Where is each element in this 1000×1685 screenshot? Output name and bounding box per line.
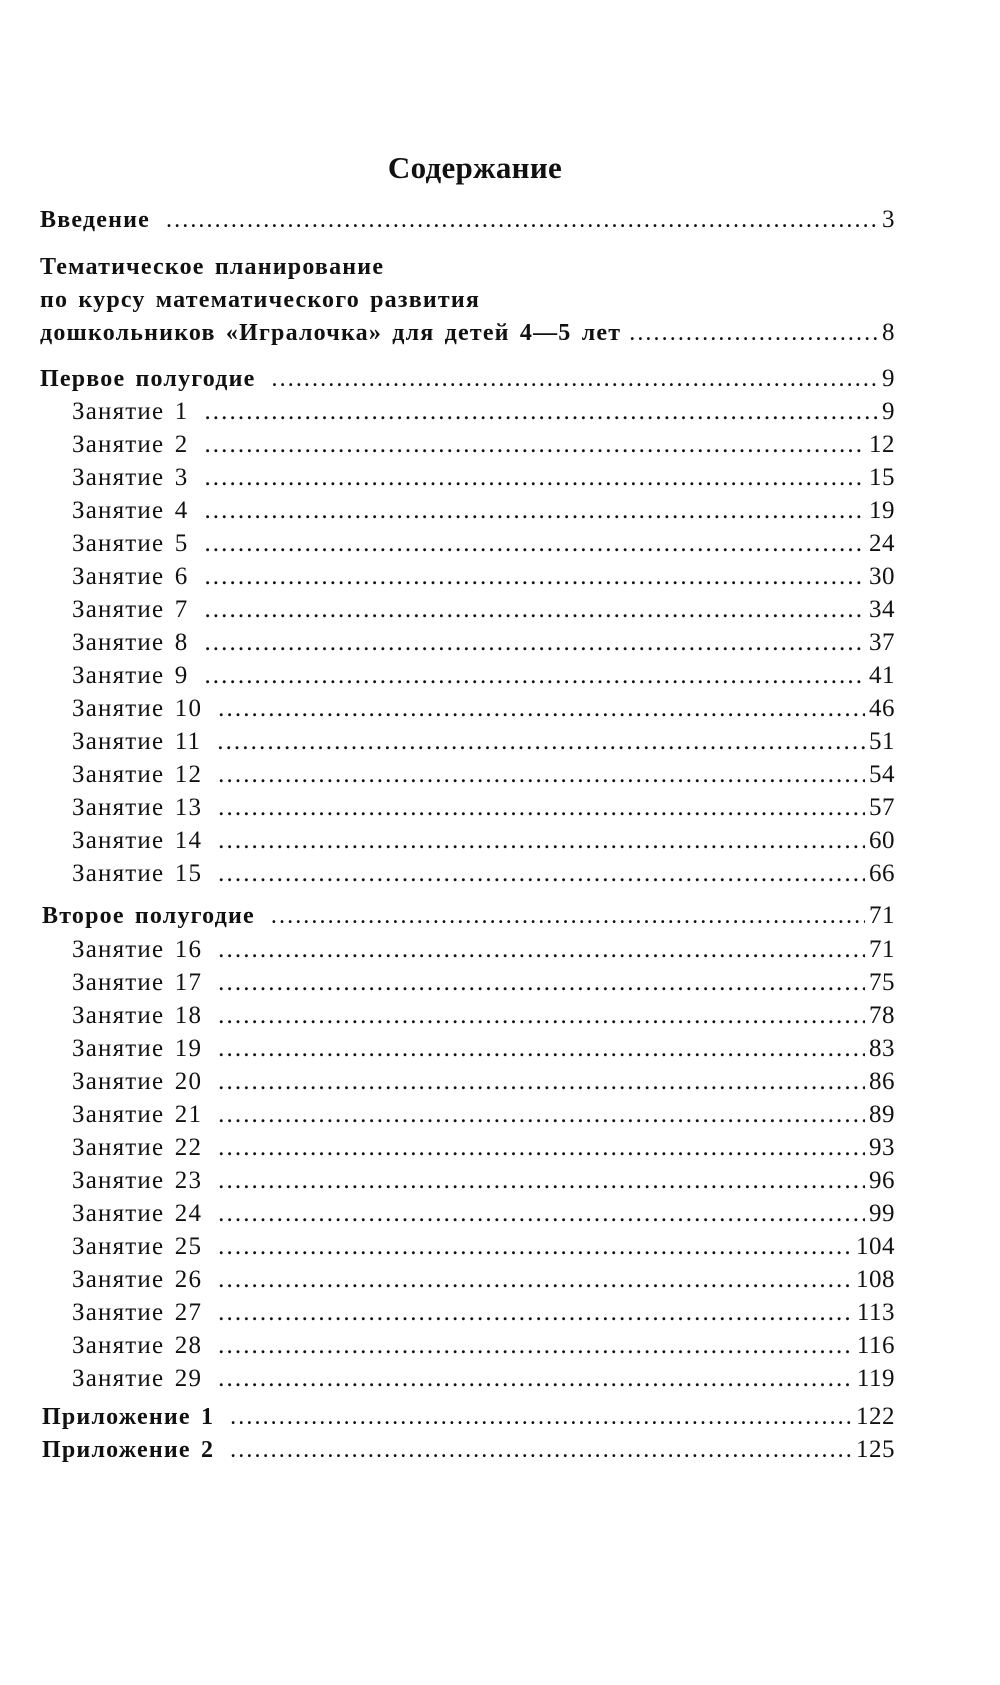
toc-page-number: 30 [869,563,895,590]
toc-page-number: 116 [856,1332,895,1359]
planning-heading-line-2: по курсу математического развития [40,287,481,313]
toc-entry-label: Занятие 29 [72,1365,203,1392]
toc-page-number: 99 [869,1200,895,1227]
toc-entry-lesson[interactable] [72,1065,895,1099]
toc-entry-label: Занятие 9 [72,662,189,689]
toc-page-number: 9 [882,365,895,392]
toc-entry-lesson[interactable] [72,857,895,891]
toc-page-number: 46 [869,695,895,722]
toc-entry-label: Занятие 23 [72,1167,203,1194]
dot-leader [218,999,865,1033]
toc-entry-lesson[interactable] [72,560,895,594]
toc-entry-lesson[interactable] [72,527,895,561]
toc-page-number: 54 [869,761,895,788]
toc-entry-lesson[interactable] [72,1197,895,1231]
toc-entry-label: Занятие 24 [72,1200,203,1227]
toc-page-number: 71 [869,902,895,929]
toc-entry-second-half[interactable] [42,899,895,933]
toc-entry-label: Приложение 1 [42,1404,215,1430]
dot-leader [218,1296,853,1330]
toc-entry-lesson[interactable] [72,1164,895,1198]
dot-leader [204,593,865,627]
dot-leader [218,857,865,891]
dot-leader [218,1263,852,1297]
toc-entry-lesson[interactable] [72,1131,895,1165]
dot-leader [218,1164,865,1198]
toc-entry-lesson[interactable] [72,1263,895,1297]
toc-page-number: 104 [856,1233,895,1260]
toc-entry-label: Занятие 20 [72,1068,203,1095]
toc-page-number: 15 [869,464,895,491]
toc-entry-lesson[interactable] [72,966,895,1000]
toc-entry-lesson[interactable] [72,999,895,1033]
dot-leader [218,1098,865,1132]
toc-entry-label: Занятие 25 [72,1233,203,1260]
toc-page-number: 3 [882,206,895,233]
dot-leader [204,659,865,693]
toc-entry-lesson[interactable] [72,1098,895,1132]
toc-entry-lesson[interactable] [72,758,895,792]
toc-page-number: 9 [882,398,895,425]
toc-page-number: 83 [869,1035,895,1062]
toc-entry-lesson[interactable] [72,1032,895,1066]
dot-leader [272,362,878,396]
toc-page-number: 93 [869,1134,895,1161]
toc-entry-label: Занятие 14 [72,827,203,854]
toc-entry-label: Занятие 4 [72,497,189,524]
toc-entry-label: Занятие 27 [72,1299,203,1326]
toc-entry-lesson[interactable] [72,1230,895,1264]
toc-entry-lesson[interactable] [72,494,895,528]
page-title: Содержание [387,150,563,185]
toc-page-number: 66 [869,860,895,887]
toc-entry-label: Приложение 2 [42,1437,215,1463]
toc-entry-label: Занятие 13 [72,794,203,821]
dot-leader [230,1433,852,1467]
toc-entry-label: Занятие 22 [72,1134,203,1161]
toc-page-number: 60 [869,827,895,854]
dot-leader [218,758,865,792]
toc-page-number: 41 [869,662,895,689]
dot-leader [204,560,865,594]
toc-entry-label: Занятие 1 [72,398,189,425]
toc-entry-label: Занятие 18 [72,1002,203,1029]
toc-entry-appendix-2[interactable] [42,1433,895,1467]
toc-entry-first-half[interactable] [40,362,895,396]
toc-page-number: 34 [869,596,895,623]
toc-page-number: 57 [869,794,895,821]
toc-entry-label: Занятие 7 [72,596,189,623]
toc-entry-label: дошкольников «Игралочка» для детей 4—5 лет [40,320,622,346]
toc-entry-lesson[interactable] [72,461,895,495]
dot-leader [204,626,865,660]
dot-leader [218,824,865,858]
dot-leader [204,428,865,462]
toc-entry-label: Занятие 28 [72,1332,203,1359]
toc-entry-intro[interactable] [40,203,895,237]
toc-entry-lesson[interactable] [72,933,895,967]
toc-page-number: 8 [882,319,895,346]
dot-leader [230,1400,852,1434]
toc-page-number: 37 [869,629,895,656]
dot-leader [204,494,865,528]
dot-leader [217,725,865,759]
toc-entry-lesson[interactable] [72,791,895,825]
toc-entry-lesson[interactable] [72,395,895,429]
toc-entry-label: Занятие 26 [72,1266,203,1293]
toc-page-number: 71 [869,936,895,963]
toc-entry-label: Занятие 12 [72,761,203,788]
toc-entry-lesson[interactable] [72,593,895,627]
toc-entry-label: Занятие 8 [72,629,189,656]
toc-entry-lesson[interactable] [72,1362,895,1396]
dot-leader [218,1230,852,1264]
dot-leader [218,1362,853,1396]
toc-entry-lesson[interactable] [72,626,895,660]
toc-entry-lesson[interactable] [72,1296,895,1330]
dot-leader [204,527,865,561]
toc-page-number: 78 [869,1002,895,1029]
dot-leader [218,933,865,967]
toc-page-number: 12 [869,431,895,458]
dot-leader [204,395,878,429]
dot-leader [218,1131,865,1165]
dot-leader [629,316,878,350]
toc-entry-label: Занятие 16 [72,936,203,963]
toc-page-number: 125 [856,1436,895,1463]
toc-entry-lesson[interactable] [72,659,895,693]
toc-entry-label: Занятие 6 [72,563,189,590]
dot-leader [204,461,865,495]
toc-page-number: 51 [869,728,895,755]
dot-leader [218,791,865,825]
toc-entry-label: Занятие 2 [72,431,189,458]
dot-leader [218,966,865,1000]
toc-page-number: 75 [869,969,895,996]
dot-leader [271,899,865,933]
toc-entry-lesson[interactable] [72,692,895,726]
dot-leader [218,1032,865,1066]
toc-entry-label: Занятие 15 [72,860,203,887]
toc-entry-appendix-1[interactable] [42,1400,895,1434]
planning-heading-line-1: Тематическое планирование [40,254,385,280]
dot-leader [218,1065,865,1099]
dot-leader [166,203,878,237]
dot-leader [218,1197,865,1231]
toc-entry-planning[interactable] [40,316,895,350]
toc-entry-lesson[interactable] [72,1329,895,1363]
dot-leader [218,692,865,726]
dot-leader [218,1329,853,1363]
toc-page-number: 122 [856,1403,895,1430]
toc-page-number: 86 [869,1068,895,1095]
toc-page-number: 96 [869,1167,895,1194]
toc-page-number: 113 [856,1299,895,1326]
toc-entry-label: Занятие 19 [72,1035,203,1062]
toc-entry-label: Занятие 21 [72,1101,203,1128]
toc-entry-label: Занятие 5 [72,530,189,557]
toc-entry-label: Занятие 11 [72,728,202,755]
toc-entry-label: Занятие 10 [72,695,203,722]
toc-entry-label: Второе полугодие [42,903,255,929]
toc-page-number: 19 [869,497,895,524]
toc-entry-lesson[interactable] [72,824,895,858]
toc-entry-label: Введение [40,207,151,233]
toc-page-number: 89 [869,1101,895,1128]
toc-entry-lesson[interactable] [72,428,895,462]
toc-entry-label: Первое полугодие [40,366,256,392]
toc-entry-label: Занятие 17 [72,969,203,996]
toc-entry-lesson[interactable] [72,725,895,759]
toc-page-number: 119 [856,1365,895,1392]
toc-entry-label: Занятие 3 [72,464,189,491]
toc-page-number: 24 [869,530,895,557]
toc-page-number: 108 [856,1266,895,1293]
